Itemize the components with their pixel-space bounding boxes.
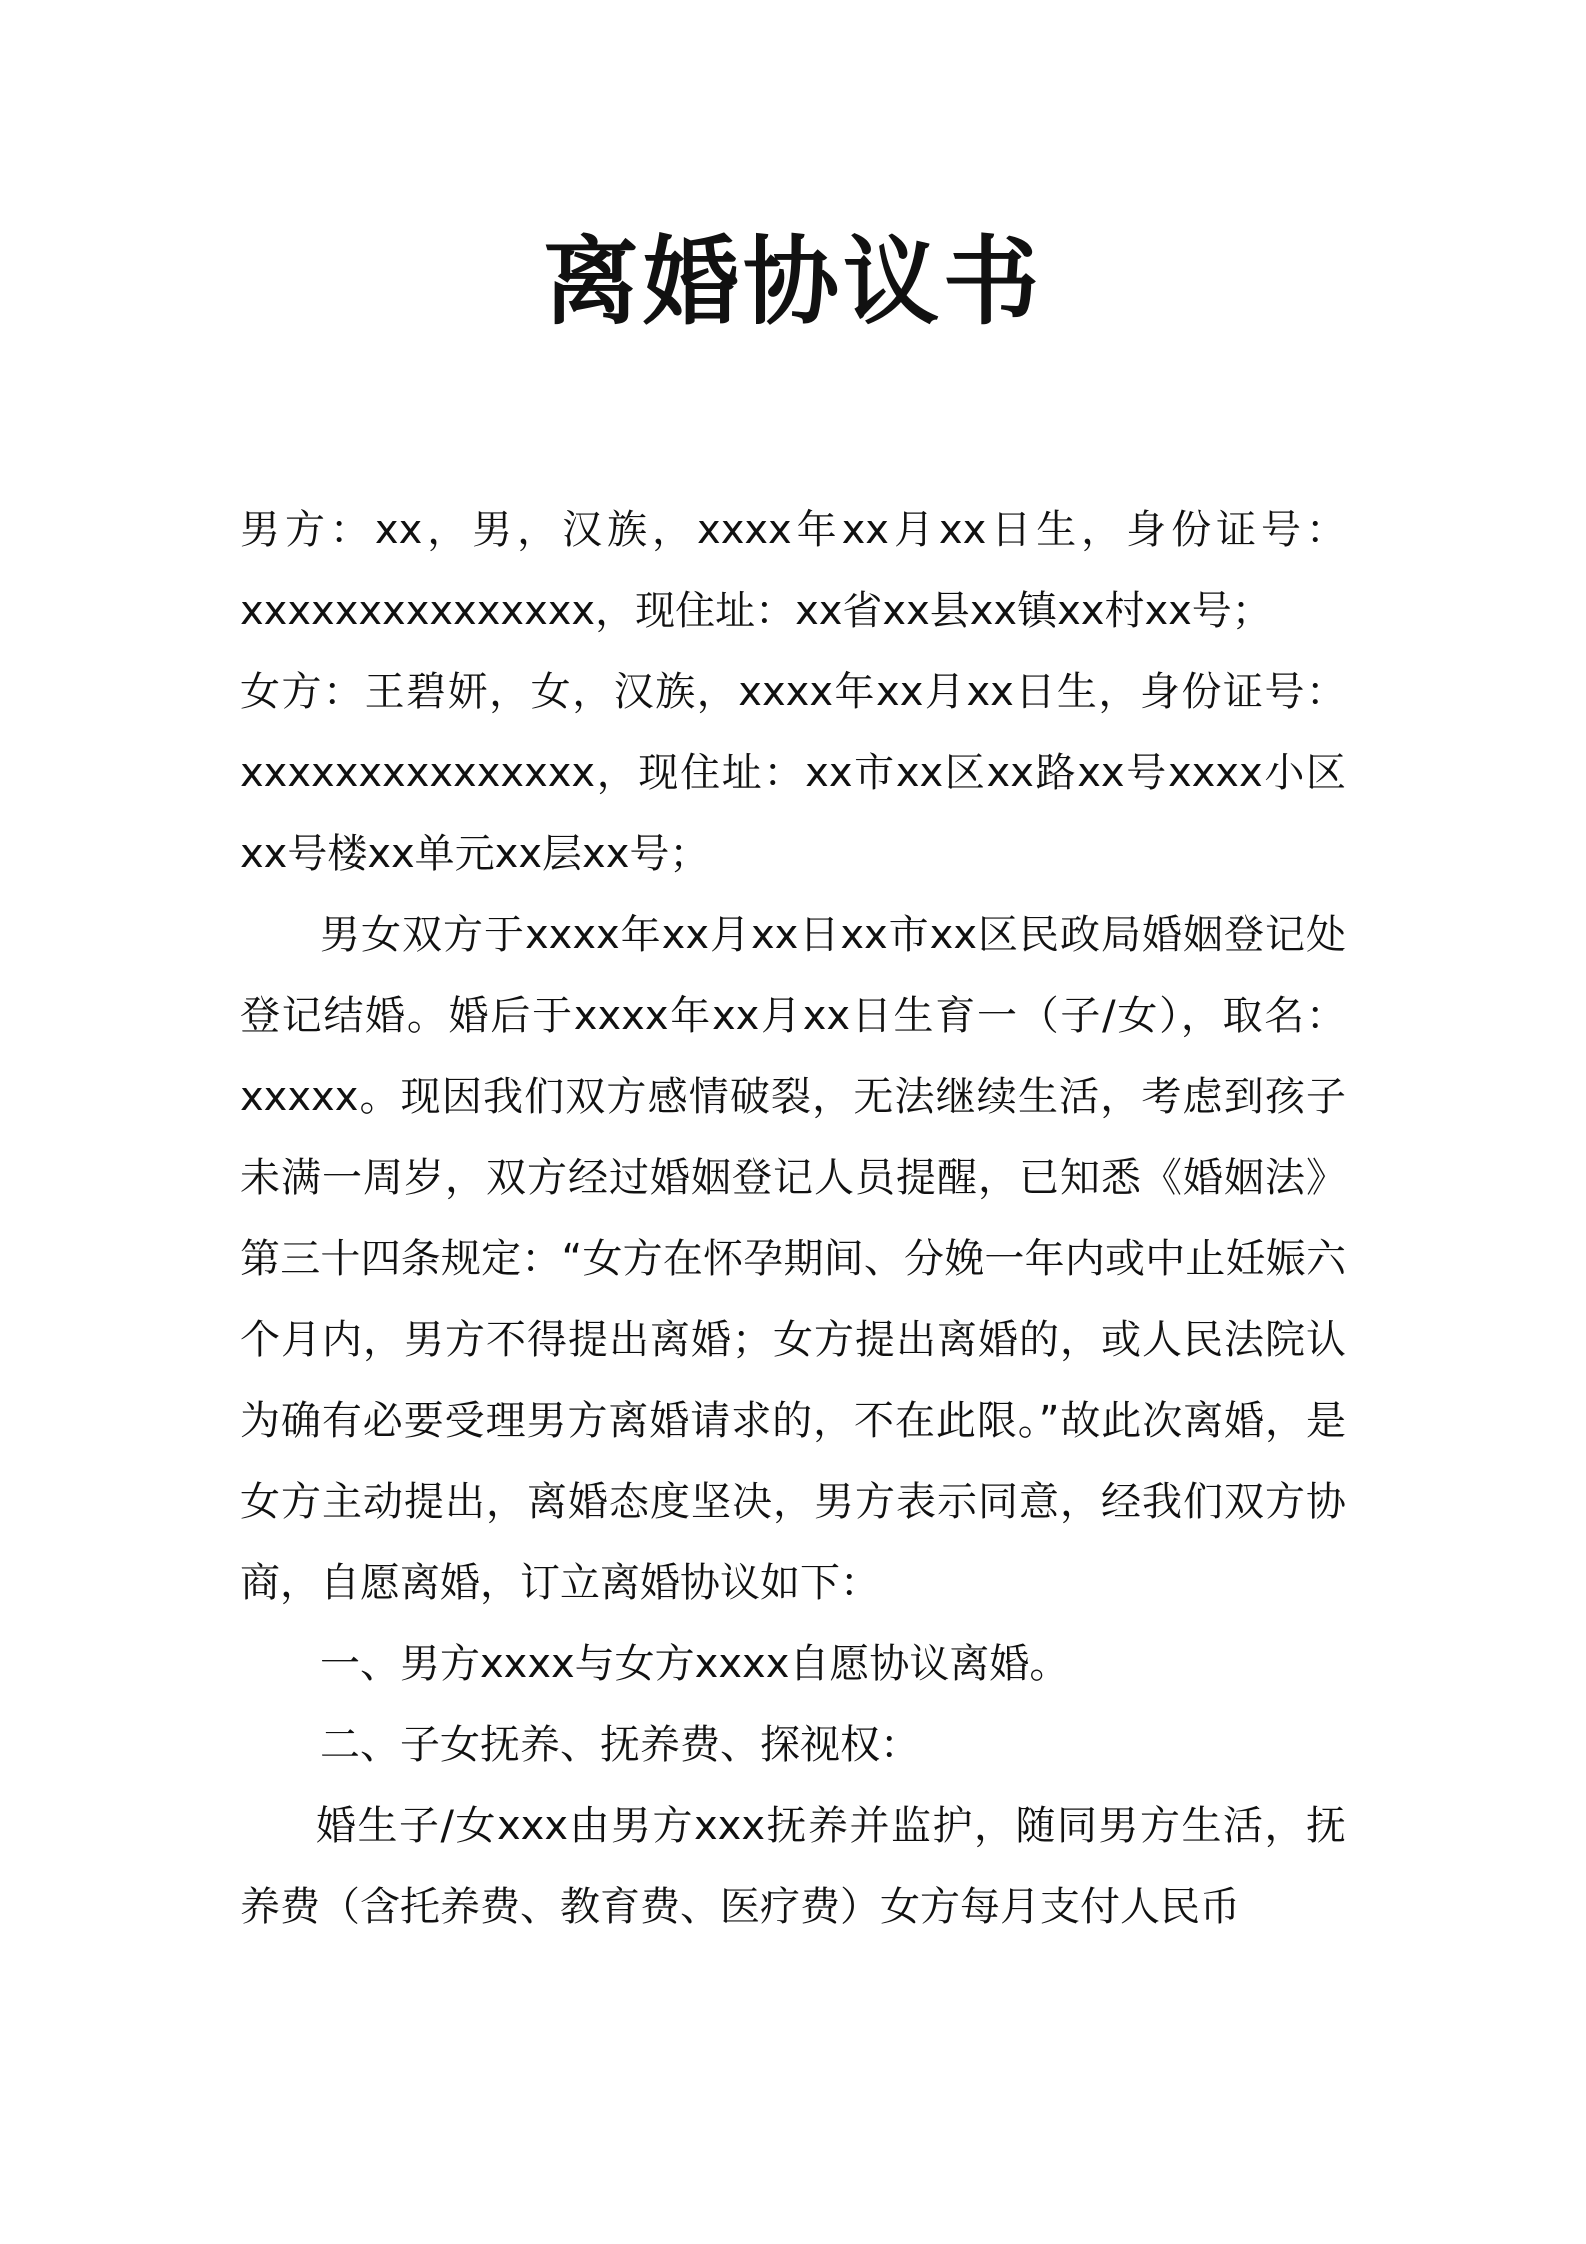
clause-1-paragraph: 一、男方xxxx与女方xxxx自愿协议离婚。 bbox=[320, 1641, 1070, 1687]
clause-2-heading: 二、子女抚养、抚养费、探视权： bbox=[320, 1722, 920, 1768]
background-paragraph: 男女双方于xxxx年xx月xx日xx市xx区民政局婚姻登记处登记结婚。婚后于xxxx年xx月xx日生育一（子/女），取名：xxxxx。现因我们双方感情破裂，无法继续生活，考虑到孩子未满一周岁，双方经过婚姻登记人员提醒，已知悉《婚姻法》第三十四条规定：“女方在怀孕期间、分娩一年内或中止妊娠六个月内，男方不得提出离婚；女方提出离婚的，或人民法院认为确有必要受理男方离婚请求的，不在此限。”故此次离婚，是女方主动提出，离婚态度坚决，男方表示同意，经我们双方协商，自愿离婚，订立离婚协议如下： bbox=[240, 912, 1346, 1606]
party-female-paragraph: 女方：王碧妍，女，汉族，xxxx年xx月xx日生，身份证号：xxxxxxxxxxxxxxx，现住址：xx市xx区xx路xx号xxxx小区xx号楼xx单元xx层xx号； bbox=[240, 669, 1346, 877]
party-male-paragraph: 男方：xx，男，汉族，xxxx年xx月xx日生，身份证号：xxxxxxxxxxxxxxx，现住址：xx省xx县xx镇xx村xx号； bbox=[240, 507, 1346, 634]
document-body bbox=[240, 490, 1346, 1948]
document-title: 离婚协议书 bbox=[543, 226, 1043, 338]
child-custody-paragraph: 婚生子/女xxx由男方xxx抚养并监护，随同男方生活，抚养费（含托养费、教育费、医疗费）女方每月支付人民币 bbox=[240, 1803, 1346, 1930]
